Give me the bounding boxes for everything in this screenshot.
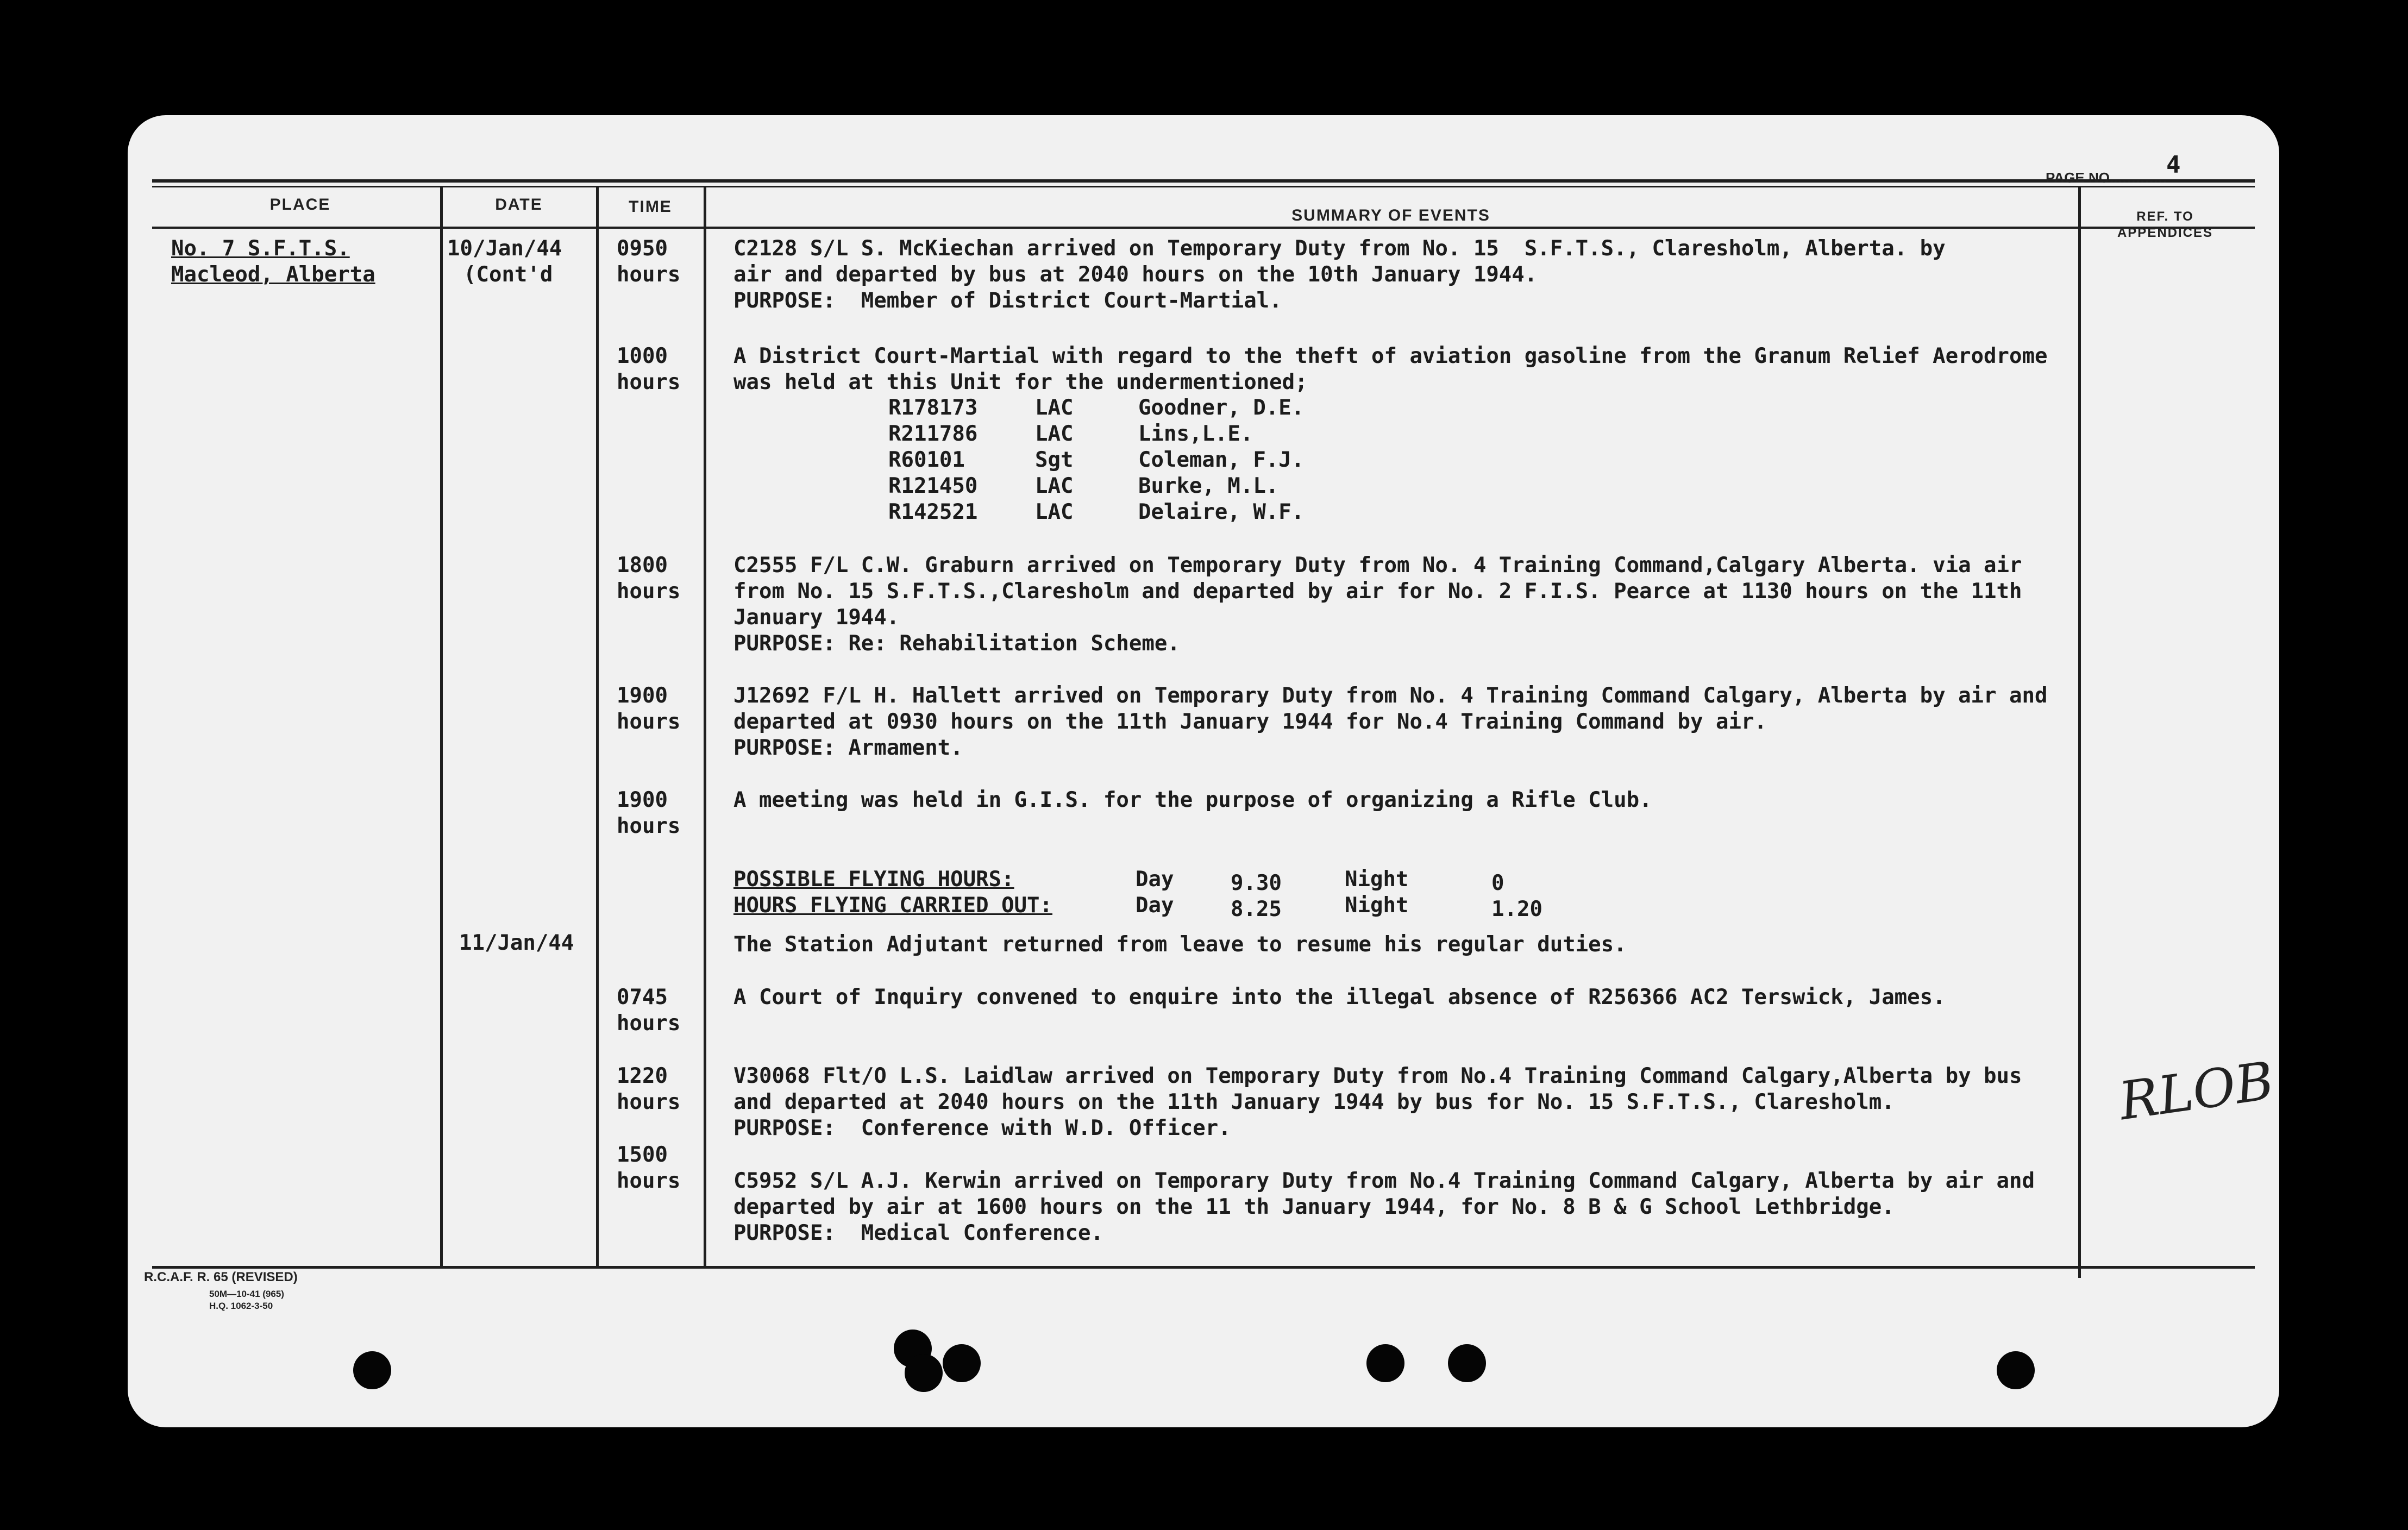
personnel-number: R60101	[888, 448, 965, 472]
entry-line: J12692 F/L H. Hallett arrived on Temporary Duty from No. 4 Training Command Calgary, Alberta by air and	[733, 684, 2048, 708]
col-date: DATE	[495, 196, 543, 214]
entry-line: departed by air at 1600 hours on the 11 th January 1944, for No. 8 B & G School Lethbridge.	[733, 1195, 1895, 1219]
entry-unit: hours	[617, 370, 681, 394]
carried-day-value: 8.25	[1231, 897, 1282, 921]
col-time: TIME	[629, 198, 672, 216]
entry-line: PURPOSE: Conference with W.D. Officer.	[733, 1116, 1231, 1140]
diary-card	[128, 115, 2279, 1427]
personnel-rank: LAC	[1035, 474, 1074, 498]
possible-day-label: Day	[1136, 867, 1174, 892]
entry-line: PURPOSE: Member of District Court-Martial.	[733, 289, 1282, 313]
entry-line: and departed at 2040 hours on the 11th January 1944 by bus for No. 15 S.F.T.S., Claresholm.	[733, 1090, 1895, 1114]
entry-line: PURPOSE: Re: Rehabilitation Scheme.	[733, 631, 1180, 656]
carried-night-label: Night	[1345, 893, 1409, 918]
summary-ref-divider	[2078, 186, 2081, 1278]
signature-initials: RLOB	[2115, 1050, 2278, 1132]
entry-time: 1000	[617, 344, 668, 368]
entry-unit: hours	[617, 579, 681, 604]
possible-flying-label: POSSIBLE FLYING HOURS:	[733, 867, 1014, 892]
place-line2: Macleod, Alberta	[171, 262, 375, 287]
entry-line: was held at this Unit for the undermentioned;	[733, 370, 1308, 394]
entry-line: departed at 0930 hours on the 11th January 1944 for No.4 Training Command by air.	[733, 710, 1767, 734]
entry-unit: hours	[617, 1169, 681, 1193]
entry-line: C2128 S/L S. McKiechan arrived on Temporary Duty from No. 15 S.F.T.S., Claresholm, Alberta. by	[733, 236, 1946, 261]
form-hq: H.Q. 1062-3-50	[209, 1301, 273, 1311]
punch-hole	[943, 1344, 981, 1382]
col-summary: SUMMARY OF EVENTS	[1291, 206, 1490, 224]
entry-line: PURPOSE: Medical Conference.	[733, 1221, 1103, 1245]
header-rule	[152, 227, 2255, 229]
entry-time: 1900	[617, 684, 668, 708]
bottom-rule	[152, 1266, 2255, 1269]
col-place: PLACE	[269, 196, 331, 214]
entry-time: 1500	[617, 1143, 668, 1167]
entry-unit: hours	[617, 262, 681, 287]
entry-time: 1220	[617, 1064, 668, 1088]
possible-night-value: 0	[1491, 871, 1504, 895]
entry-time: 1900	[617, 788, 668, 812]
entry-time: 0745	[617, 985, 668, 1009]
page-number: 4	[2166, 151, 2181, 179]
personnel-rank: LAC	[1035, 500, 1074, 524]
entry-time: 0950	[617, 236, 668, 261]
personnel-rank: LAC	[1035, 396, 1074, 420]
time-summary-divider	[704, 186, 706, 1267]
date-time-divider	[596, 186, 599, 1267]
date-1-note: (Cont'd	[463, 262, 553, 287]
possible-day-value: 9.30	[1231, 871, 1282, 895]
entry-unit: hours	[617, 1090, 681, 1114]
col-ref: REF. TO APPENDICES	[2117, 209, 2213, 240]
entry-line: A Court of Inquiry convened to enquire into the illegal absence of R256366 AC2 Terswick, James.	[733, 985, 1946, 1009]
entry-unit: hours	[617, 710, 681, 734]
personnel-rank: LAC	[1035, 422, 1074, 446]
entry-unit: hours	[617, 814, 681, 838]
place-line1: No. 7 S.F.T.S.	[171, 236, 350, 261]
place-date-divider	[440, 186, 443, 1267]
entry-line: PURPOSE: Armament.	[733, 736, 963, 760]
entry-line: A District Court-Martial with regard to the theft of aviation gasoline from the Granum Relief Aerodrome	[733, 344, 2048, 368]
possible-night-label: Night	[1345, 867, 1409, 892]
date-1: 10/Jan/44	[447, 236, 562, 261]
form-number: R.C.A.F. R. 65 (REVISED)	[144, 1270, 298, 1284]
adjutant-note: The Station Adjutant returned from leave to resume his regular duties.	[733, 932, 1627, 957]
form-print: 50M—10-41 (965)	[209, 1289, 284, 1299]
punch-hole	[353, 1351, 391, 1389]
carried-day-label: Day	[1136, 893, 1174, 918]
punch-hole	[1448, 1344, 1486, 1382]
personnel-name: Delaire, W.F.	[1138, 500, 1305, 524]
personnel-name: Coleman, F.J.	[1138, 448, 1305, 472]
entry-line: A meeting was held in G.I.S. for the purpose of organizing a Rifle Club.	[733, 788, 1652, 812]
top-rule	[152, 179, 2255, 183]
entry-line: from No. 15 S.F.T.S.,Claresholm and departed by air for No. 2 F.I.S. Pearce at 1130 hours on the 11th	[733, 579, 2022, 604]
punch-hole	[1997, 1351, 2035, 1389]
carried-flying-label: HOURS FLYING CARRIED OUT:	[733, 893, 1052, 918]
personnel-name: Lins,L.E.	[1138, 422, 1253, 446]
entry-time: 1800	[617, 553, 668, 578]
page-label: PAGE NO.............	[2046, 170, 2167, 186]
personnel-name: Goodner, D.E.	[1138, 396, 1305, 420]
entry-line: C2555 F/L C.W. Graburn arrived on Temporary Duty from No. 4 Training Command,Calgary Alberta. via air	[733, 553, 2022, 578]
punch-hole	[905, 1354, 943, 1392]
personnel-name: Burke, M.L.	[1138, 474, 1279, 498]
personnel-rank: Sgt	[1035, 448, 1074, 472]
personnel-number: R142521	[888, 500, 978, 524]
personnel-number: R211786	[888, 422, 978, 446]
carried-night-value: 1.20	[1491, 897, 1542, 921]
entry-line: January 1944.	[733, 605, 900, 630]
top-rule-2	[152, 186, 2255, 187]
entry-line: C5952 S/L A.J. Kerwin arrived on Temporary Duty from No.4 Training Command Calgary, Alberta by air and	[733, 1169, 2035, 1193]
entry-line: air and departed by bus at 2040 hours on the 10th January 1944.	[733, 262, 1538, 287]
punch-hole	[1366, 1344, 1404, 1382]
date-2: 11/Jan/44	[459, 931, 574, 955]
personnel-number: R178173	[888, 396, 978, 420]
entry-unit: hours	[617, 1011, 681, 1036]
entry-line: V30068 Flt/O L.S. Laidlaw arrived on Temporary Duty from No.4 Training Command Calgary,Alberta by bus	[733, 1064, 2022, 1088]
personnel-number: R121450	[888, 474, 978, 498]
